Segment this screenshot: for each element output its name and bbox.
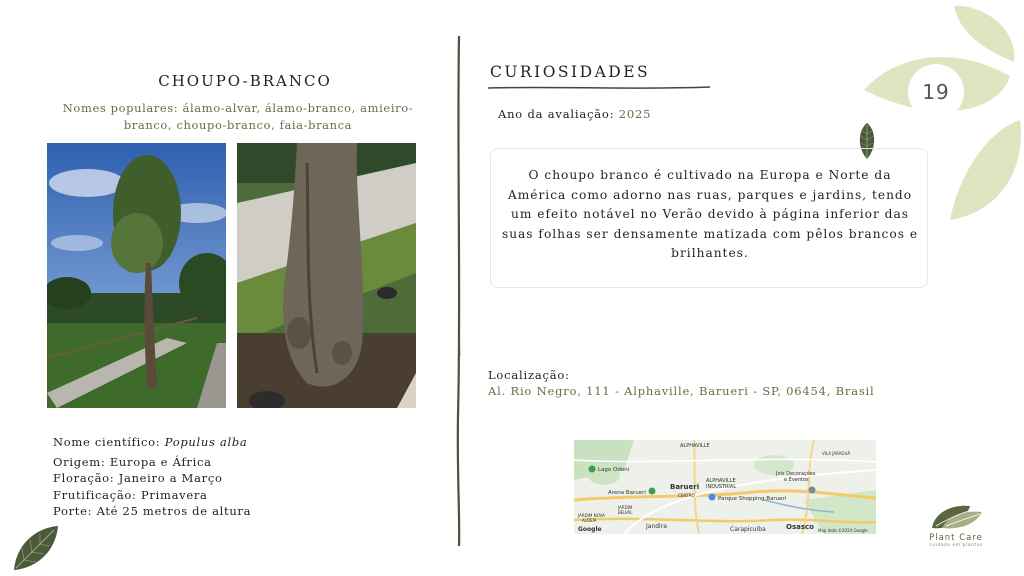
- page-number: 19: [908, 64, 964, 120]
- map-label-alphaville: ALPHAVILLE: [680, 443, 710, 449]
- title-underline: [488, 84, 712, 92]
- trunk-photo: [237, 143, 416, 408]
- evaluation-year: Ano da avaliação: 2025: [498, 107, 652, 121]
- map-label-parque: Parque Shopping Barueri: [718, 496, 787, 502]
- leaf-decoration-bottom-left: [10, 522, 62, 574]
- map-google-logo: Google: [578, 526, 602, 533]
- map-label-jardim-1: JARDIM: [618, 505, 633, 510]
- map-label-jandira: Jandira: [646, 523, 667, 530]
- location-label: Localização:: [488, 368, 570, 382]
- fact-scientific-name: Nome científico: Populus alba: [53, 435, 248, 449]
- map-label-lago: Lago Odoni: [598, 467, 630, 473]
- map-label-jardim-nova-1: JARDIM NOVA: [578, 513, 605, 518]
- plant-facts: [53, 434, 251, 520]
- map-label-osasco: Osasco: [786, 523, 814, 531]
- fact-flowering: Floração: Janeiro a Março: [53, 471, 223, 485]
- map-label-jardim-nova-2: ALDEIA: [582, 518, 597, 523]
- map-label-carapicuiba: Carapicuíba: [730, 526, 766, 533]
- map-label-industrial-2: INDUSTRIAL: [706, 484, 737, 490]
- map-label-barueri: Barueri: [670, 483, 700, 491]
- curiosities-title: CURIOSIDADES: [490, 63, 651, 81]
- brand-name: Plant Care: [929, 533, 983, 543]
- brand-tagline: cuidado em plantas: [929, 543, 983, 548]
- popular-names: Nomes populares: álamo-alvar, álamo-branco, amieiro-branco, choupo-branco, faia-branca: [62, 101, 414, 132]
- map-label-jardim-2: BELVAL: [618, 510, 633, 515]
- map-label-industrial-1: ALPHAVILLE: [706, 478, 736, 484]
- fact-size: Porte: Até 25 metros de altura: [53, 504, 252, 518]
- plant-name: CHOUPO-BRANCO: [158, 72, 332, 90]
- map-label-jois-2: e Eventos: [784, 477, 809, 483]
- map-label-jois-1: Jois Decorações: [776, 471, 816, 477]
- vertical-divider: [452, 36, 466, 546]
- map-label-arena: Arena Barueri: [608, 490, 646, 496]
- map-label-centro: CENTRO: [678, 493, 695, 498]
- map-attribution: Map data ©2024 Google: [818, 528, 868, 533]
- plant-care-logo-icon: [928, 502, 984, 532]
- location-address: Al. Rio Negro, 111 - Alphaville, Barueri - SP, 06454, Brasil: [488, 384, 875, 398]
- location-map[interactable]: [574, 440, 876, 534]
- tree-photo: [47, 143, 226, 408]
- map-label-vila: VILA JARAGUÁ: [822, 451, 851, 456]
- fact-fruiting: Frutificação: Primavera: [53, 487, 208, 502]
- curiosity-text: O choupo branco é cultivado na Europa e Norte da América como adorno nas ruas, parques e jardins, tendo um efeito notável no Verão devido à página inferior das suas folhas ser densamente matizada com pêlos brancos e brilhantes.: [501, 168, 919, 260]
- fact-origin: Origem: Europa e África: [53, 454, 212, 469]
